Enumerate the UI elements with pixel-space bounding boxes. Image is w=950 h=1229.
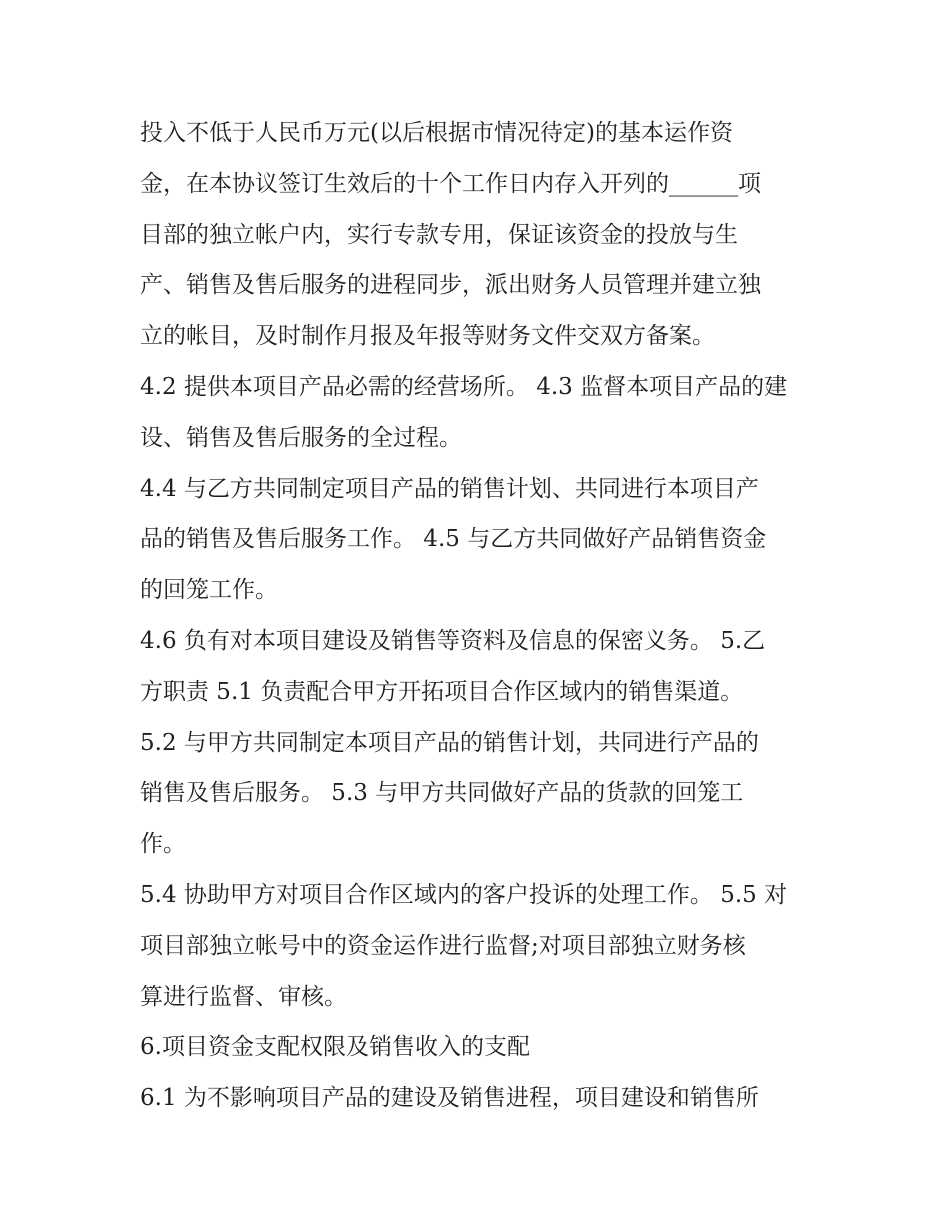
text-line: 金，在本协议签订生效后的十个工作日内存入开列的______项 [140,170,761,197]
document-body [140,108,820,1124]
text-line: 4.6 负有对本项目建设及销售等资料及信息的保密义务。 5.乙 [140,627,766,654]
text-line: 投入不低于人民币万元(以后根据市情况待定)的基本运作资 [140,120,733,146]
text-line: 目部的独立帐户内，实行专款专用，保证该资金的投放与生 [140,221,738,248]
text-line: 项目部独立帐号中的资金运作进行监督;对项目部独立财务核 [140,932,746,959]
text-line: 方职责 5.1 负责配合甲方开拓项目合作区域内的销售渠道。 [140,678,744,705]
text-line: 产、销售及售后服务的进程同步，派出财务人员管理并建立独 [140,272,761,299]
text-line: 4.4 与乙方共同制定项目产品的销售计划、共同进行本项目产 [140,475,759,502]
paragraph-clause-5-4 [140,870,820,1022]
text-line: 品的销售及售后服务工作。 4.5 与乙方共同做好产品销售资金 [140,526,767,553]
text-line: 销售及售后服务。 5.3 与甲方共同做好产品的货款的回笼工 [140,780,744,807]
text-line: 的回笼工作。 [140,577,278,604]
text-line: 6.项目资金支配权限及销售收入的支配 [140,1034,530,1061]
paragraph-clause-5-2 [140,718,820,870]
paragraph-clause-6-1 [140,1073,820,1124]
text-line: 4.2 提供本项目产品必需的经营场所。 4.3 监督本项目产品的建 [140,373,788,400]
text-line: 6.1 为不影响项目产品的建设及销售进程，项目建设和销售所 [140,1085,759,1112]
paragraph-clause-4-4 [140,464,820,616]
paragraph-clause-4-2 [140,362,820,464]
text-line: 5.4 协助甲方对项目合作区域内的客户投诉的处理工作。 5.5 对 [140,881,788,908]
text-line: 立的帐目，及时制作月报及年报等财务文件交双方备案。 [140,323,715,350]
text-line: 作。 [140,831,186,858]
section-heading-6 [140,1022,820,1073]
text-line: 算进行监督、审核。 [140,983,347,1010]
paragraph-clause-4-6 [140,616,820,718]
paragraph-funding [140,108,820,362]
text-line: 设、销售及售后服务的全过程。 [140,424,462,451]
text-line: 5.2 与甲方共同制定本项目产品的销售计划，共同进行产品的 [140,729,759,756]
